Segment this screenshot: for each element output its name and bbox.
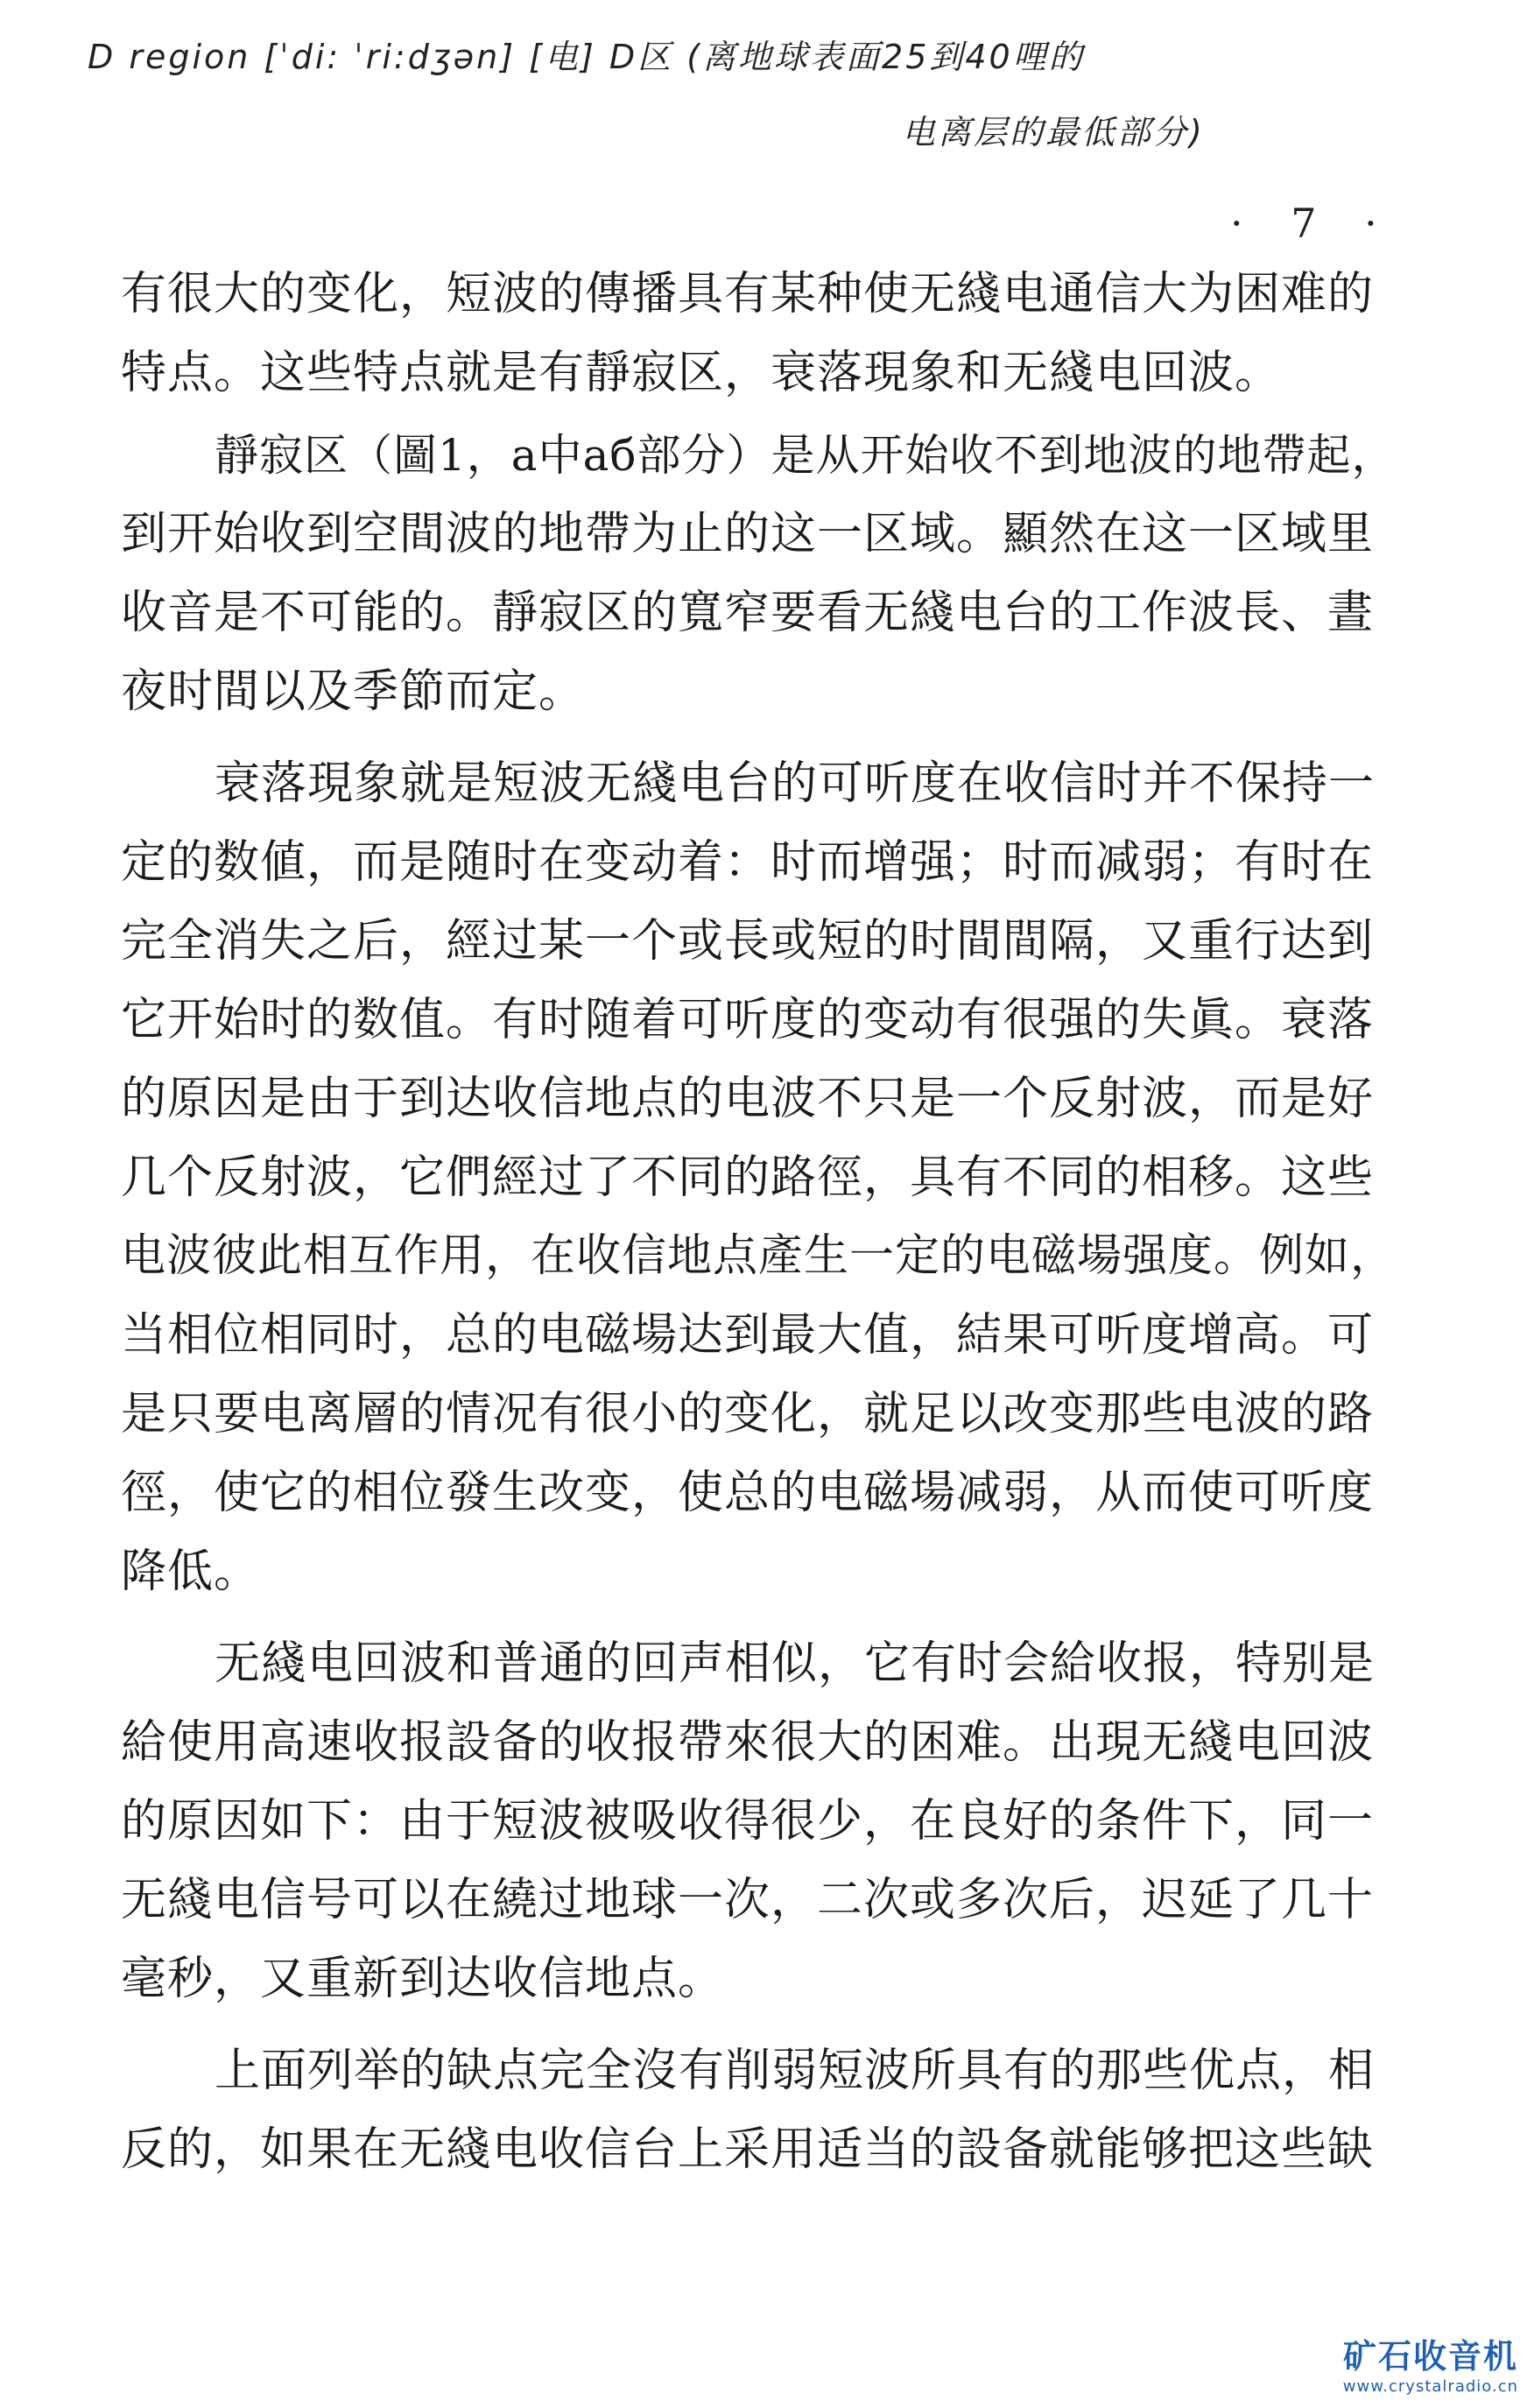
body-line-5: 收音是不可能的。靜寂区的寬窄要看无綫电台的工作波長、晝 xyxy=(121,587,1375,639)
body-line-9: 完全消失之后，經过某一个或長或短的时間間隔，又重行达到 xyxy=(121,915,1375,968)
body-line-21: 无綫电信号可以在繞过地球一次，二次或多次后，迟延了几十 xyxy=(121,1874,1375,1926)
body-line-17: 降低。 xyxy=(121,1545,261,1598)
body-line-1: 有很大的变化，短波的傳播具有某种使无綫电通信大为困难的 xyxy=(121,268,1375,320)
body-line-22: 毫秒，又重新到达收信地点。 xyxy=(121,1953,725,2005)
handwritten-note-line-1: D region [ˈdi: ˈri:dʒən] [电] D区 (离地球表面25到40哩的 xyxy=(88,38,1085,76)
body-line-15: 是只要电离層的情况有很小的变化，就足以改变那些电波的路 xyxy=(121,1388,1375,1440)
body-line-16: 徑，使它的相位發生改变，使总的电磁場减弱，从而使可听度 xyxy=(121,1467,1375,1519)
body-line-19: 給使用高速收报設备的收报帶來很大的困难。出現无綫电回波 xyxy=(121,1716,1375,1769)
paragraph-radio-echo-start: 无綫电回波和普通的回声相似，它有时会給收报，特别是 xyxy=(215,1637,1376,1690)
site-watermark xyxy=(1343,2329,1518,2396)
watermark-url: www.crystalradio.cn xyxy=(1342,2377,1518,2396)
handwritten-note-line-2: 电离层的最低部分) xyxy=(902,113,1205,151)
body-line-2: 特点。这些特点就是有靜寂区，衰落現象和无綫电回波。 xyxy=(121,347,1282,399)
body-line-4: 到开始收到空間波的地帶为止的这一区域。顯然在这一区域里 xyxy=(121,508,1375,560)
body-line-13: 电波彼此相互作用，在收信地点產生一定的电磁場强度。例如， xyxy=(121,1230,1397,1282)
paragraph-conclusion-start: 上面列举的缺点完全沒有削弱短波所具有的那些优点，相 xyxy=(215,2045,1376,2097)
paragraph-fading-start: 衰落現象就是短波无綫电台的可听度在收信时并不保持一 xyxy=(215,757,1376,810)
body-line-10: 它开始时的数值。有时随着可听度的变动有很强的失眞。衰落 xyxy=(121,994,1375,1046)
body-line-12: 几个反射波，它們經过了不同的路徑，具有不同的相移。这些 xyxy=(121,1151,1375,1204)
body-line-8: 定的数値，而是随时在变动着：时而增强；时而减弱；有时在 xyxy=(121,836,1375,889)
watermark-title: 矿石收音机 xyxy=(1342,2337,1518,2376)
paragraph-silent-zone-start: 靜寂区（圖1，a中aб部分）是从开始收不到地波的地帶起， xyxy=(215,430,1397,481)
body-line-24: 反的，如果在无綫电收信台上采用适当的設备就能够把这些缺 xyxy=(121,2123,1375,2176)
body-line-6: 夜时間以及季節而定。 xyxy=(121,665,586,718)
body-line-14: 当相位相同时，总的电磁場达到最大值，結果可听度增高。可 xyxy=(121,1309,1375,1362)
body-line-11: 的原因是由于到达收信地点的电波不只是一个反射波，而是好 xyxy=(121,1073,1375,1125)
page-number: · 7 · xyxy=(1230,200,1395,247)
body-line-20: 的原因如下：由于短波被吸收得很少，在良好的条件下，同一 xyxy=(121,1795,1375,1848)
